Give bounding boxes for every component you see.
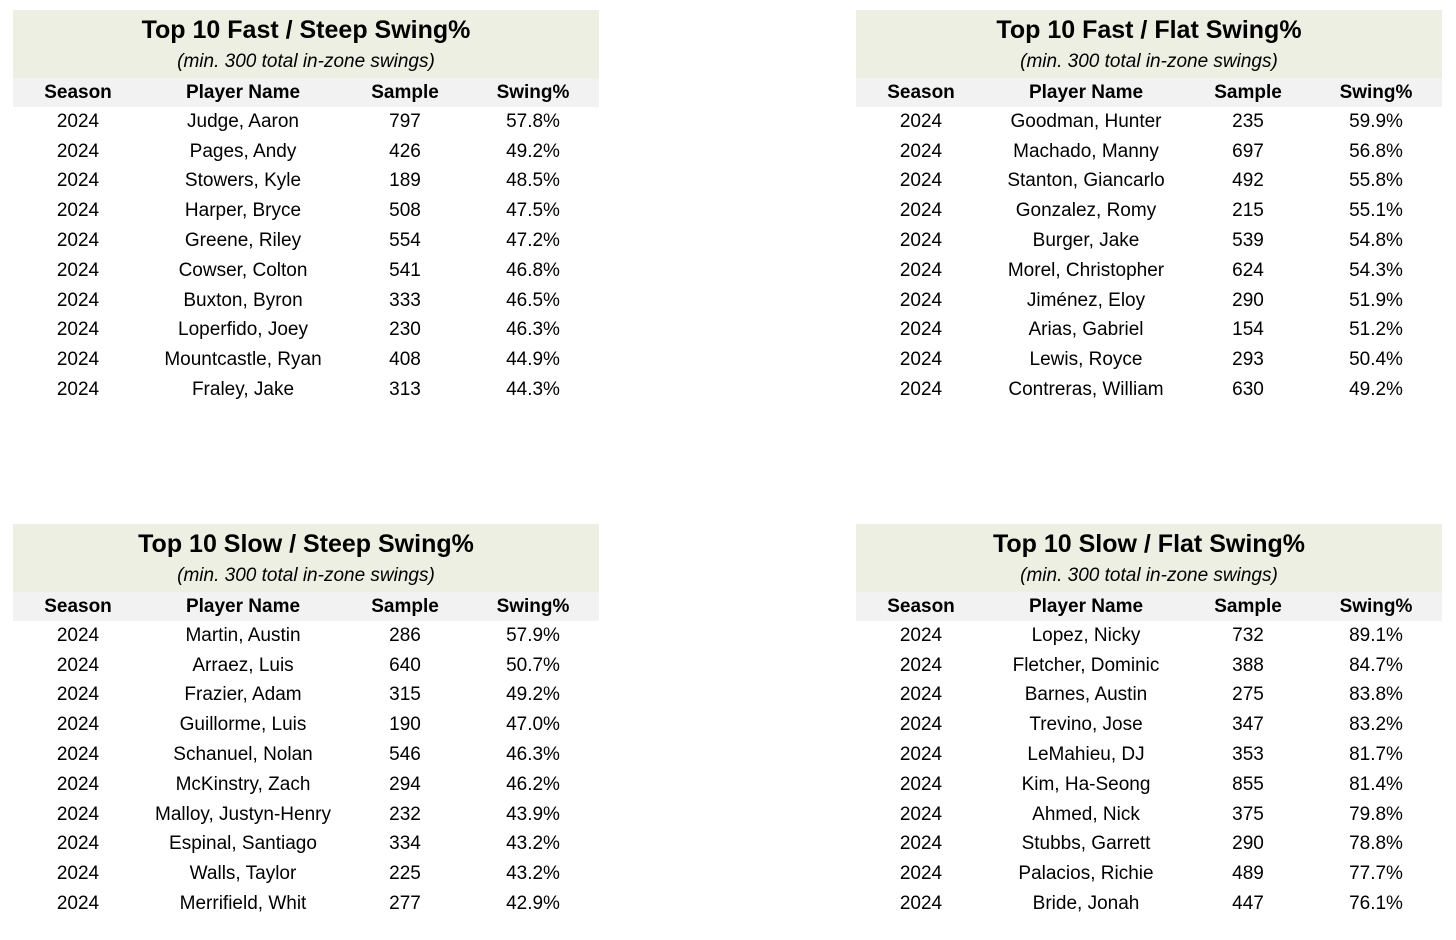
table-cell: 2024 — [56, 289, 100, 311]
table-cell: 546 — [389, 744, 421, 766]
column-headers — [856, 78, 1442, 107]
table-cell: 797 — [389, 110, 421, 132]
table-cell: 50.7% — [506, 654, 560, 676]
table-subtitle: (min. 300 total in-zone swings) — [177, 565, 435, 586]
table-cell: LeMahieu, DJ — [1027, 744, 1145, 766]
table-cell: 77.7% — [1349, 863, 1403, 885]
table-cell: 2024 — [56, 230, 100, 252]
table-cell: 697 — [1232, 140, 1264, 162]
table-cell: 2024 — [899, 200, 943, 222]
column-header: Player Name — [1028, 81, 1144, 103]
table-header — [856, 524, 1442, 592]
table-row — [856, 256, 1442, 286]
table-cell: 43.2% — [506, 863, 560, 885]
table-cell: 492 — [1232, 170, 1264, 192]
table-cell: 42.9% — [506, 893, 560, 915]
table-cell: 286 — [389, 624, 421, 646]
column-header: Swing% — [1339, 595, 1413, 617]
table-title: Top 10 Fast / Flat Swing% — [996, 16, 1302, 44]
column-header: Season — [44, 81, 112, 103]
table-cell: Pages, Andy — [189, 140, 297, 162]
table-cell: 59.9% — [1349, 110, 1403, 132]
table-cell: 43.9% — [506, 803, 560, 825]
table-cell: 2024 — [56, 349, 100, 371]
table-cell: 353 — [1232, 744, 1264, 766]
table-cell: Gonzalez, Romy — [1015, 200, 1157, 222]
table-cell: 50.4% — [1349, 349, 1403, 371]
table-cell: 79.8% — [1349, 803, 1403, 825]
table-row — [13, 196, 599, 226]
table-cell: 230 — [389, 319, 421, 341]
table-cell: Stubbs, Garrett — [1021, 833, 1151, 855]
table-subtitle: (min. 300 total in-zone swings) — [1020, 565, 1278, 586]
column-header: Sample — [371, 595, 439, 617]
table-cell: 54.8% — [1349, 230, 1403, 252]
table-row — [13, 621, 599, 651]
column-header: Swing% — [496, 81, 570, 103]
table-cell: 81.7% — [1349, 744, 1403, 766]
table-cell: 2024 — [56, 259, 100, 281]
table-cell: Fraley, Jake — [191, 379, 295, 401]
table-cell: 541 — [389, 259, 421, 281]
table-cell: 46.3% — [506, 319, 560, 341]
table-cell: Harper, Bryce — [184, 200, 302, 222]
table-row — [13, 859, 599, 889]
table-row — [856, 800, 1442, 830]
table-subtitle: (min. 300 total in-zone swings) — [177, 51, 435, 72]
table-cell: Schanuel, Nolan — [173, 744, 313, 766]
table-cell: 2024 — [899, 259, 943, 281]
table-cell: Burger, Jake — [1032, 230, 1140, 252]
table-cell: 489 — [1232, 863, 1264, 885]
table-cell: Palacios, Richie — [1018, 863, 1154, 885]
table-cell: 334 — [389, 833, 421, 855]
table-cell: 46.5% — [506, 289, 560, 311]
table-cell: Arraez, Luis — [192, 654, 294, 676]
table-cell: 51.9% — [1349, 289, 1403, 311]
table-cell: 388 — [1232, 654, 1264, 676]
table-cell: 44.9% — [506, 349, 560, 371]
table-cell: 2024 — [899, 319, 943, 341]
table-row — [13, 681, 599, 711]
table-cell: Goodman, Hunter — [1010, 110, 1162, 132]
table-cell: 2024 — [56, 624, 100, 646]
table-cell: 539 — [1232, 230, 1264, 252]
table-row — [13, 316, 599, 346]
table-row — [856, 621, 1442, 651]
table-cell: Bride, Jonah — [1032, 893, 1140, 915]
table-cell: 375 — [1232, 803, 1264, 825]
table-row — [856, 375, 1442, 405]
table-cell: 83.8% — [1349, 684, 1403, 706]
table-cell: Morel, Christopher — [1007, 259, 1165, 281]
column-header: Season — [44, 595, 112, 617]
table-cell: 2024 — [56, 893, 100, 915]
table-cell: 51.2% — [1349, 319, 1403, 341]
table-cell: 2024 — [899, 349, 943, 371]
table-cell: Machado, Manny — [1013, 140, 1159, 162]
table-cell: Lewis, Royce — [1029, 349, 1143, 371]
table-panel — [13, 524, 599, 919]
table-cell: 189 — [389, 170, 421, 192]
table-cell: 2024 — [899, 654, 943, 676]
table-row — [13, 651, 599, 681]
table-cell: Arias, Gabriel — [1028, 319, 1144, 341]
table-row — [13, 256, 599, 286]
table-cell: 508 — [389, 200, 421, 222]
table-cell: 624 — [1232, 259, 1264, 281]
table-cell: Cowser, Colton — [178, 259, 308, 281]
table-cell: 225 — [389, 863, 421, 885]
table-cell: Barnes, Austin — [1024, 684, 1148, 706]
table-title: Top 10 Fast / Steep Swing% — [141, 16, 471, 44]
table-row — [856, 740, 1442, 770]
table-cell: 275 — [1232, 684, 1264, 706]
table-cell: 154 — [1232, 319, 1264, 341]
table-cell: Stanton, Giancarlo — [1007, 170, 1165, 192]
table-title: Top 10 Slow / Steep Swing% — [138, 530, 474, 558]
table-cell: 2024 — [899, 379, 943, 401]
table-row — [856, 316, 1442, 346]
table-cell: 46.3% — [506, 744, 560, 766]
column-header: Season — [887, 595, 955, 617]
table-cell: McKinstry, Zach — [175, 773, 311, 795]
table-cell: 83.2% — [1349, 714, 1403, 736]
table-row — [856, 137, 1442, 167]
table-row — [856, 196, 1442, 226]
table-cell: Walls, Taylor — [189, 863, 297, 885]
table-cell: 190 — [389, 714, 421, 736]
table-cell: Jiménez, Eloy — [1026, 289, 1146, 311]
table-cell: 2024 — [899, 289, 943, 311]
table-cell: 57.9% — [506, 624, 560, 646]
table-cell: 277 — [389, 893, 421, 915]
table-cell: 81.4% — [1349, 773, 1403, 795]
table-row — [13, 286, 599, 316]
table-cell: 2024 — [56, 803, 100, 825]
table-cell: 2024 — [56, 170, 100, 192]
column-headers — [856, 592, 1442, 621]
column-header: Season — [887, 81, 955, 103]
table-title: Top 10 Slow / Flat Swing% — [992, 530, 1306, 558]
table-subtitle: (min. 300 total in-zone swings) — [1020, 51, 1278, 72]
table-row — [856, 681, 1442, 711]
table-cell: Contreras, William — [1008, 379, 1164, 401]
table-cell: 2024 — [899, 773, 943, 795]
table-cell: 44.3% — [506, 379, 560, 401]
table-row — [13, 375, 599, 405]
table-panel — [856, 10, 1442, 405]
table-cell: 46.8% — [506, 259, 560, 281]
table-cell: Buxton, Byron — [183, 289, 303, 311]
table-row — [856, 107, 1442, 137]
table-row — [13, 710, 599, 740]
table-cell: 630 — [1232, 379, 1264, 401]
table-row — [13, 345, 599, 375]
table-cell: 2024 — [899, 863, 943, 885]
table-cell: 76.1% — [1349, 893, 1403, 915]
column-headers — [13, 78, 599, 107]
table-cell: 313 — [389, 379, 421, 401]
table-cell: 2024 — [56, 773, 100, 795]
table-cell: Greene, Riley — [184, 230, 302, 252]
table-cell: 2024 — [56, 110, 100, 132]
table-cell: 2024 — [56, 200, 100, 222]
table-cell: Mountcastle, Ryan — [164, 349, 322, 371]
table-cell: Frazier, Adam — [184, 684, 302, 706]
table-cell: Judge, Aaron — [187, 110, 299, 132]
table-cell: Kim, Ha-Seong — [1021, 773, 1151, 795]
table-cell: Espinal, Santiago — [169, 833, 317, 855]
table-cell: 2024 — [56, 319, 100, 341]
table-row — [13, 830, 599, 860]
table-panel — [856, 524, 1442, 919]
table-row — [13, 167, 599, 197]
table-row — [856, 710, 1442, 740]
table-cell: 2024 — [899, 624, 943, 646]
table-row — [13, 800, 599, 830]
table-row — [13, 740, 599, 770]
table-cell: 2024 — [899, 110, 943, 132]
table-cell: Merrifield, Whit — [179, 893, 307, 915]
column-header: Swing% — [496, 595, 570, 617]
table-cell: Fletcher, Dominic — [1012, 654, 1160, 676]
table-cell: Ahmed, Nick — [1032, 803, 1140, 825]
table-cell: 2024 — [899, 833, 943, 855]
table-row — [856, 651, 1442, 681]
table-cell: 2024 — [899, 170, 943, 192]
table-row — [856, 286, 1442, 316]
table-cell: 43.2% — [506, 833, 560, 855]
table-cell: 232 — [389, 803, 421, 825]
table-row — [856, 167, 1442, 197]
table-cell: 47.5% — [506, 200, 560, 222]
table-cell: Trevino, Jose — [1029, 714, 1143, 736]
table-cell: 294 — [389, 773, 421, 795]
column-header: Player Name — [1028, 595, 1144, 617]
table-cell: 57.8% — [506, 110, 560, 132]
table-row — [13, 226, 599, 256]
table-cell: 235 — [1232, 110, 1264, 132]
table-cell: 55.1% — [1349, 200, 1403, 222]
table-cell: 2024 — [56, 714, 100, 736]
table-row — [856, 830, 1442, 860]
table-cell: 47.2% — [506, 230, 560, 252]
table-cell: 347 — [1232, 714, 1264, 736]
table-cell: 215 — [1232, 200, 1264, 222]
table-header — [13, 524, 599, 592]
table-cell: Stowers, Kyle — [184, 170, 302, 192]
table-row — [856, 889, 1442, 919]
table-cell: 49.2% — [506, 684, 560, 706]
table-cell: 293 — [1232, 349, 1264, 371]
table-cell: 732 — [1232, 624, 1264, 646]
table-cell: 2024 — [899, 803, 943, 825]
table-cell: 49.2% — [1349, 379, 1403, 401]
table-cell: 2024 — [899, 714, 943, 736]
table-cell: Guillorme, Luis — [179, 714, 307, 736]
table-cell: 447 — [1232, 893, 1264, 915]
table-cell: 315 — [389, 684, 421, 706]
column-header: Sample — [1214, 81, 1282, 103]
table-cell: 84.7% — [1349, 654, 1403, 676]
table-header — [13, 10, 599, 78]
table-cell: 49.2% — [506, 140, 560, 162]
table-row — [13, 770, 599, 800]
table-header — [856, 10, 1442, 78]
column-header: Player Name — [185, 81, 301, 103]
table-row — [13, 889, 599, 919]
column-header: Swing% — [1339, 81, 1413, 103]
table-row — [13, 137, 599, 167]
table-cell: 855 — [1232, 773, 1264, 795]
table-row — [856, 770, 1442, 800]
table-cell: 2024 — [56, 684, 100, 706]
table-cell: 2024 — [56, 833, 100, 855]
column-header: Sample — [371, 81, 439, 103]
table-cell: 640 — [389, 654, 421, 676]
table-cell: 46.2% — [506, 773, 560, 795]
table-cell: Loperfido, Joey — [178, 319, 308, 341]
table-cell: 2024 — [899, 230, 943, 252]
table-cell: 2024 — [899, 744, 943, 766]
table-cell: 54.3% — [1349, 259, 1403, 281]
table-row — [856, 226, 1442, 256]
table-cell: 2024 — [56, 654, 100, 676]
table-cell: 2024 — [56, 379, 100, 401]
table-cell: 2024 — [899, 893, 943, 915]
table-row — [856, 859, 1442, 889]
column-header: Sample — [1214, 595, 1282, 617]
table-cell: 290 — [1232, 833, 1264, 855]
table-panel — [13, 10, 599, 405]
table-cell: 408 — [389, 349, 421, 371]
column-headers — [13, 592, 599, 621]
table-cell: 2024 — [56, 744, 100, 766]
table-cell: 2024 — [56, 863, 100, 885]
table-cell: 89.1% — [1349, 624, 1403, 646]
table-cell: 48.5% — [506, 170, 560, 192]
table-row — [856, 345, 1442, 375]
table-cell: 290 — [1232, 289, 1264, 311]
table-cell: 2024 — [899, 140, 943, 162]
table-cell: 2024 — [56, 140, 100, 162]
table-cell: 554 — [389, 230, 421, 252]
table-cell: 56.8% — [1349, 140, 1403, 162]
table-cell: 55.8% — [1349, 170, 1403, 192]
table-cell: Malloy, Justyn-Henry — [155, 803, 331, 825]
table-cell: 426 — [389, 140, 421, 162]
table-cell: Martin, Austin — [185, 624, 301, 646]
table-cell: 333 — [389, 289, 421, 311]
table-cell: 47.0% — [506, 714, 560, 736]
table-row — [13, 107, 599, 137]
table-cell: 2024 — [899, 684, 943, 706]
table-cell: 78.8% — [1349, 833, 1403, 855]
column-header: Player Name — [185, 595, 301, 617]
table-cell: Lopez, Nicky — [1031, 624, 1141, 646]
